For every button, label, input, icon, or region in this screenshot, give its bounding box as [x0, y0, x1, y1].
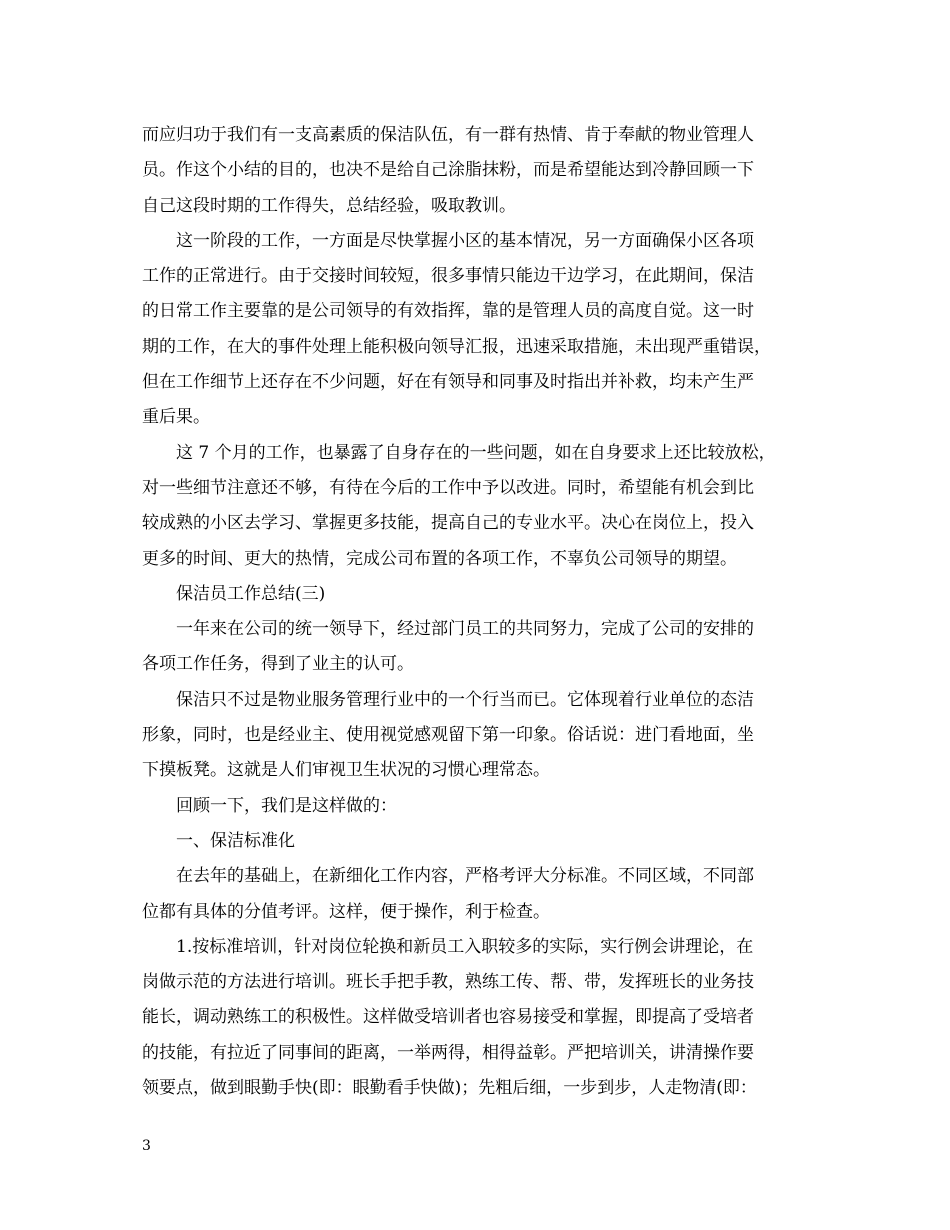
text-line: 对一些细节注意还不够，有待在今后的工作中予以改进。同时，希望能有机会到比	[142, 477, 754, 498]
text-line: 保洁员工作总结(三)	[176, 583, 326, 604]
text-line: 1.按标准培训，针对岗位轮换和新员工入职较多的实际，实行例会讲理论，在	[176, 936, 754, 957]
text-line: 一年来在公司的统一领导下，经过部门员工的共同努力，完成了公司的安排的	[176, 619, 754, 640]
text-line: 岗做示范的方法进行培训。班长手把手教，熟练工传、帮、带，发挥班长的业务技	[142, 972, 754, 993]
text-line: 形象，同时，也是经业主、使用视觉感观留下第一印象。俗话说：进门看地面，坐	[142, 725, 754, 746]
text-line: 保洁只不过是物业服务管理行业中的一个行当而已。它体现着行业单位的态洁	[176, 689, 754, 710]
text-line: 的技能，有拉近了同事间的距离，一举两得，相得益彰。严把培训关，讲清操作要	[142, 1042, 754, 1063]
text-line: 自己这段时期的工作得失，总结经验，吸取教训。	[142, 195, 516, 216]
body-text	[142, 118, 822, 1106]
text-line: 重后果。	[142, 407, 210, 428]
text-line: 一、保洁标准化	[176, 830, 295, 851]
text-line: 而应归功于我们有一支高素质的保洁队伍，有一群有热情、肯于奉献的物业管理人	[142, 125, 754, 145]
text-line: 但在工作细节上还存在不少问题，好在有领导和同事及时指出并补救，均未产生严	[142, 372, 754, 393]
text-line: 员。作这个小结的目的，也决不是给自己涂脂抹粉，而是希望能达到冷静回顾一下	[142, 160, 754, 181]
text-line: 回顾一下，我们是这样做的：	[176, 795, 397, 816]
text-line: 工作的正常进行。由于交接时间较短，很多事情只能边干边学习，在此期间，保洁	[142, 266, 754, 287]
text-line: 较成熟的小区去学习、掌握更多技能，提高自己的专业水平。决心在岗位上，投入	[142, 513, 754, 534]
text-line: 下摸板凳。这就是人们审视卫生状况的习惯心理常态。	[142, 760, 550, 781]
text-line: 这一阶段的工作，一方面是尽快掌握小区的基本情况，另一方面确保小区各项	[176, 230, 754, 251]
text-line: 各项工作任务，得到了业主的认可。	[142, 654, 414, 675]
text-line: 位都有具体的分值考评。这样，便于操作，利于检查。	[142, 901, 550, 922]
text-line: 更多的时间、更大的热情，完成公司布置的各项工作，不辜负公司领导的期望。	[142, 548, 737, 569]
text-line: 的日常工作主要靠的是公司领导的有效指挥，靠的是管理人员的高度自觉。这一时	[142, 301, 754, 322]
text-line: 在去年的基础上，在新细化工作内容，严格考评大分标准。不同区域，不同部	[176, 866, 754, 887]
text-line: 期的工作，在大的事件处理上能积极向领导汇报，迅速采取措施，未出现严重错误，	[142, 336, 771, 357]
text-line: 这 7 个月的工作，也暴露了自身存在的一些问题，如在自身要求上还比较放松，	[176, 442, 776, 463]
text-line: 领要点，做到眼勤手快(即：眼勤看手快做)；先粗后细，一步到步，人走物清(即：	[142, 1078, 757, 1099]
page-number: 3	[142, 1138, 151, 1154]
text-line: 能长，调动熟练工的积极性。这样做受培训者也容易接受和掌握，即提高了受培者	[142, 1007, 754, 1028]
